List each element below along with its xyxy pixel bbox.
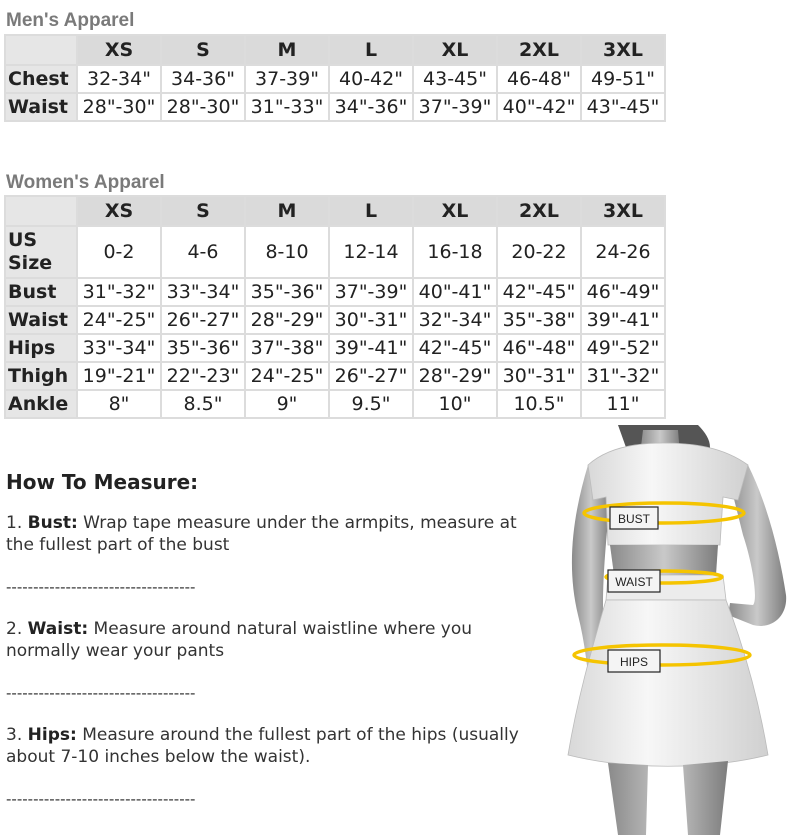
how-to-measure-section [6, 470, 526, 830]
size-cell: 40"-41" [414, 279, 496, 305]
hips-label: HIPS [619, 655, 649, 669]
step-term: Bust: [27, 513, 78, 533]
step-term: Waist: [27, 619, 89, 639]
how-to-measure-heading: How To Measure: [6, 470, 199, 494]
divider: ----------------------------------- [6, 578, 196, 596]
size-cell: 40-42" [330, 66, 412, 92]
table-row [6, 227, 664, 277]
size-cell: 28"-29" [246, 307, 328, 333]
divider: ----------------------------------- [6, 790, 196, 808]
table-corner [6, 36, 76, 64]
men-size-table [4, 34, 666, 122]
women-apparel-title: Women's Apparel [6, 172, 165, 193]
step-number: 3. [6, 725, 23, 745]
size-cell: 10" [414, 391, 496, 417]
size-cell: 35"-36" [162, 335, 244, 361]
size-cell: 4-6 [162, 227, 244, 277]
size-cell: 28"-29" [414, 363, 496, 389]
size-cell: 30"-31" [330, 307, 412, 333]
size-cell: 46"-49" [582, 279, 664, 305]
legs-shape [608, 761, 728, 835]
size-cell: 30"-31" [498, 363, 580, 389]
size-header: XS [78, 36, 160, 64]
size-cell: 37-39" [246, 66, 328, 92]
size-cell: 8" [78, 391, 160, 417]
size-cell: 26"-27" [330, 363, 412, 389]
table-row [6, 279, 664, 305]
row-label: Bust [6, 279, 76, 305]
size-cell: 39"-41" [330, 335, 412, 361]
row-label: US Size [6, 227, 76, 277]
size-cell: 11" [582, 391, 664, 417]
size-cell: 37"-38" [246, 335, 328, 361]
row-label: Hips [6, 335, 76, 361]
size-cell: 31"-32" [582, 363, 664, 389]
size-cell: 35"-38" [498, 307, 580, 333]
model-figure-illustration [548, 425, 794, 835]
size-cell: 39"-41" [582, 307, 664, 333]
size-cell: 42"-45" [498, 279, 580, 305]
size-cell: 35"-36" [246, 279, 328, 305]
table-row [6, 391, 664, 417]
bust-label: BUST [617, 512, 651, 526]
size-header: XL [414, 197, 496, 225]
size-cell: 49"-52" [582, 335, 664, 361]
step-text: Measure around the fullest part of the hips (usually about 7-10 inches below the waist). [6, 725, 519, 767]
size-header: 2XL [498, 36, 580, 64]
size-header: M [246, 36, 328, 64]
size-header: 3XL [582, 197, 664, 225]
size-cell: 10.5" [498, 391, 580, 417]
size-cell: 9.5" [330, 391, 412, 417]
size-header: S [162, 36, 244, 64]
size-cell: 37"-39" [414, 94, 496, 120]
table-row [6, 307, 664, 333]
row-label: Waist [6, 307, 76, 333]
size-cell: 16-18 [414, 227, 496, 277]
size-cell: 19"-21" [78, 363, 160, 389]
step-term: Hips: [27, 725, 77, 745]
size-cell: 34-36" [162, 66, 244, 92]
size-cell: 8.5" [162, 391, 244, 417]
size-header: 3XL [582, 36, 664, 64]
size-cell: 49-51" [582, 66, 664, 92]
step-text: Measure around natural waistline where you normally wear your pants [6, 619, 473, 661]
size-cell: 33"-34" [162, 279, 244, 305]
size-cell: 20-22 [498, 227, 580, 277]
step-bust [6, 512, 526, 556]
size-cell: 46-48" [498, 66, 580, 92]
step-hips [6, 724, 526, 768]
size-cell: 34"-36" [330, 94, 412, 120]
row-label: Waist [6, 94, 76, 120]
size-cell: 24-26 [582, 227, 664, 277]
size-cell: 42"-45" [414, 335, 496, 361]
size-cell: 8-10 [246, 227, 328, 277]
size-header: S [162, 197, 244, 225]
row-label: Thigh [6, 363, 76, 389]
size-header: XL [414, 36, 496, 64]
step-number: 2. [6, 619, 23, 639]
size-header: M [246, 197, 328, 225]
divider: ----------------------------------- [6, 684, 196, 702]
size-header: XS [78, 197, 160, 225]
size-cell: 9" [246, 391, 328, 417]
size-cell: 32"-34" [414, 307, 496, 333]
row-label: Chest [6, 66, 76, 92]
top-shape [588, 443, 748, 545]
size-cell: 40"-42" [498, 94, 580, 120]
size-cell: 26"-27" [162, 307, 244, 333]
table-row [6, 66, 664, 92]
table-corner [6, 197, 76, 225]
step-waist [6, 618, 526, 662]
size-cell: 24"-25" [78, 307, 160, 333]
size-header: L [330, 36, 412, 64]
size-header: 2XL [498, 197, 580, 225]
size-cell: 31"-32" [78, 279, 160, 305]
size-cell: 32-34" [78, 66, 160, 92]
size-cell: 22"-23" [162, 363, 244, 389]
row-label: Ankle [6, 391, 76, 417]
size-cell: 33"-34" [78, 335, 160, 361]
size-header: L [330, 197, 412, 225]
size-cell: 24"-25" [246, 363, 328, 389]
size-cell: 37"-39" [330, 279, 412, 305]
size-cell: 28"-30" [78, 94, 160, 120]
size-cell: 0-2 [78, 227, 160, 277]
size-cell: 43"-45" [582, 94, 664, 120]
table-row [6, 363, 664, 389]
waist-label: WAIST [615, 575, 653, 589]
table-row [6, 335, 664, 361]
women-size-table [4, 195, 666, 419]
size-cell: 46"-48" [498, 335, 580, 361]
step-text: Wrap tape measure under the armpits, measure at the fullest part of the bust [6, 513, 517, 555]
men-apparel-title: Men's Apparel [6, 10, 135, 31]
table-row [6, 94, 664, 120]
size-cell: 12-14 [330, 227, 412, 277]
step-number: 1. [6, 513, 23, 533]
size-cell: 31"-33" [246, 94, 328, 120]
size-cell: 43-45" [414, 66, 496, 92]
size-cell: 28"-30" [162, 94, 244, 120]
